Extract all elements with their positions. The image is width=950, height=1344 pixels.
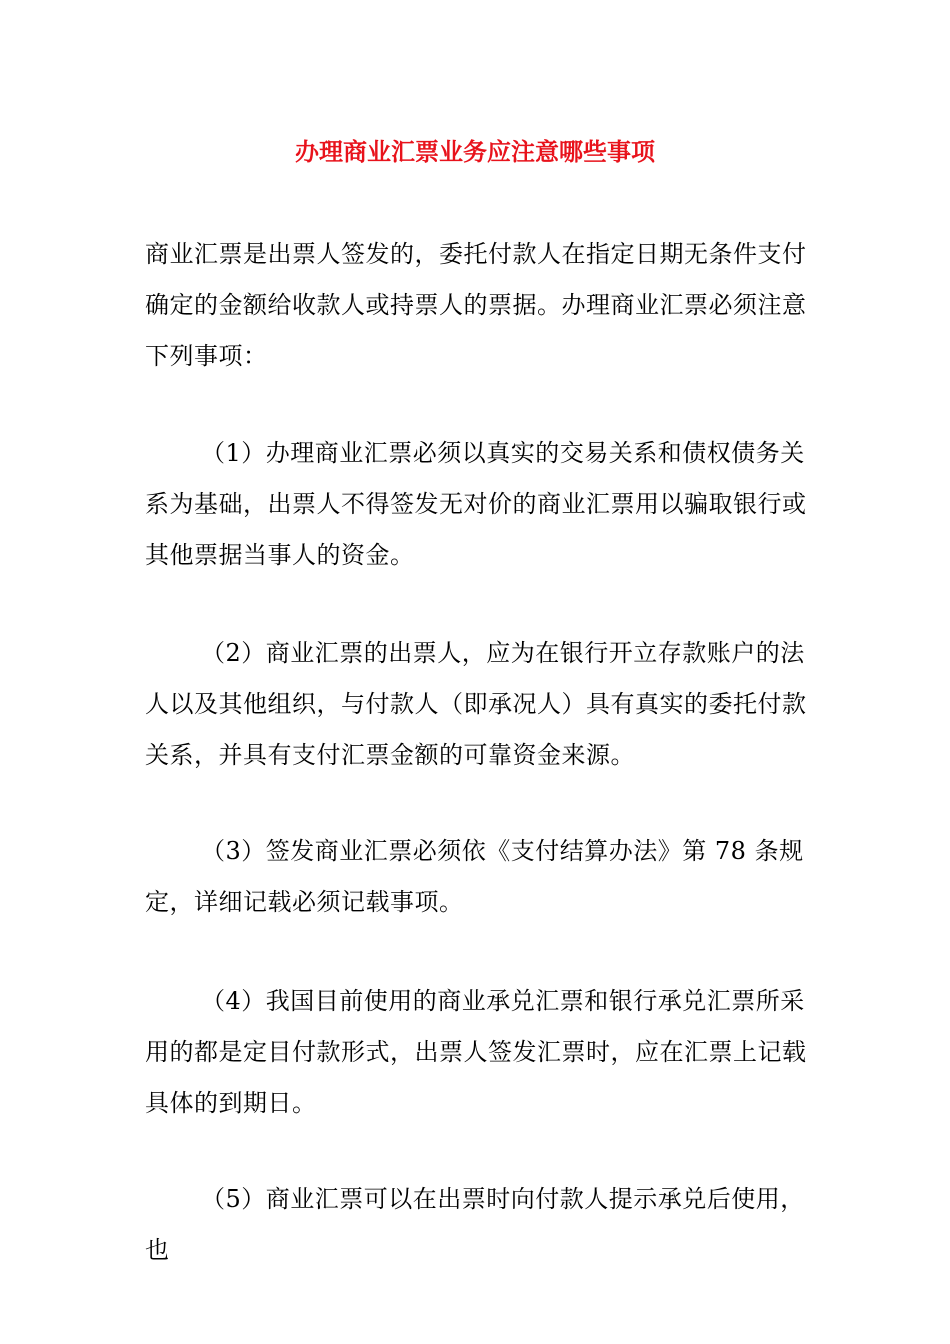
item-paragraph-4: （4）我国目前使用的商业承兑汇票和银行承兑汇票所采用的都是定目付款形式，出票人签发汇票时，应在汇票上记载具体的到期日。 [145,987,807,1117]
item-paragraph-1: （1）办理商业汇票必须以真实的交易关系和债权债务关系为基础，出票人不得签发无对价的商业汇票用以骗取银行或其他票据当事人的资金。 [145,439,807,569]
intro-paragraph: 商业汇票是出票人签发的，委托付款人在指定日期无条件支付确定的金额给收款人或持票人的票据。办理商业汇票必须注意下列事项： [145,240,807,370]
item-paragraph-5: （5）商业汇票可以在出票时向付款人提示承兑后使用，也 [145,1185,805,1264]
item-paragraph-3: （3）签发商业汇票必须依《支付结算办法》第 78 条规定，详细记载必须记载事项。 [145,837,804,916]
document-title: 办理商业汇票业务应注意哪些事项 [295,138,655,166]
item-paragraph-2: （2）商业汇票的出票人，应为在银行开立存款账户的法人以及其他组织，与付款人（即承况人）具有真实的委托付款关系，并具有支付汇票金额的可靠资金来源。 [145,639,807,769]
